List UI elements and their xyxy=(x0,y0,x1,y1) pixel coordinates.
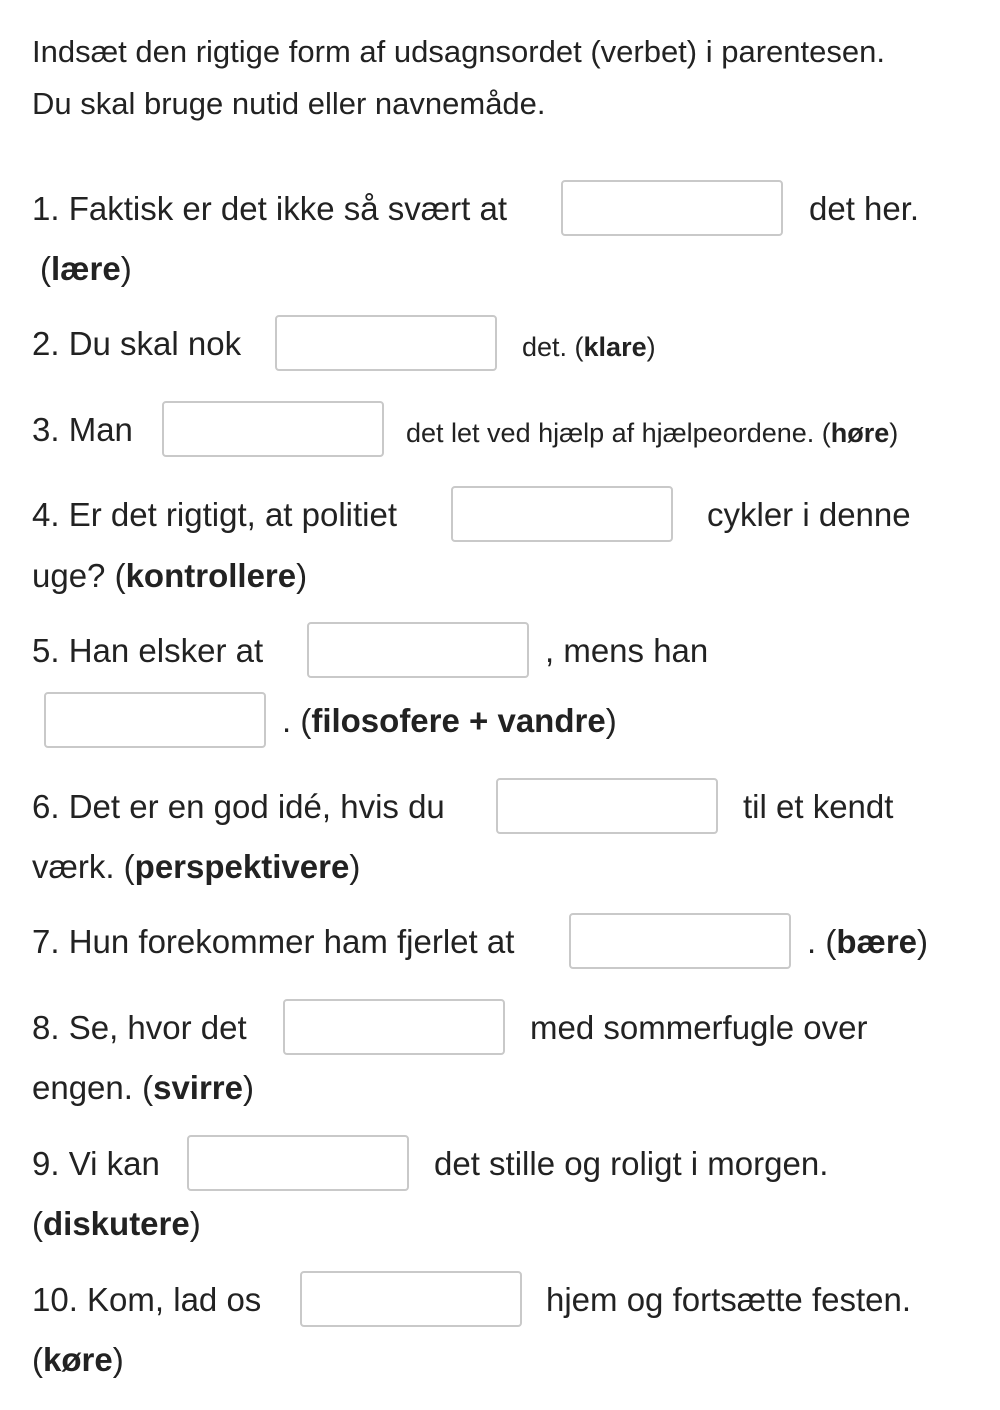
exercise-number: 6. xyxy=(32,788,60,825)
exercise-5-prompt xyxy=(32,631,263,671)
answer-input-1[interactable] xyxy=(561,180,783,236)
exercise-text-after: , mens han xyxy=(545,632,709,669)
exercise-7-prompt xyxy=(32,922,514,962)
exercise-text-before: Faktisk er det ikke så svært at xyxy=(68,190,508,227)
answer-input-4[interactable] xyxy=(451,486,673,542)
answer-input-8[interactable] xyxy=(283,999,505,1055)
exercise-number: 4. xyxy=(32,496,60,533)
exercise-number: 3. xyxy=(32,411,60,448)
exercise-text-after: med sommerfugle over xyxy=(530,1009,868,1046)
verb-hint: diskutere xyxy=(43,1205,190,1242)
exercise-text-before: Det er en god idé, hvis du xyxy=(68,788,445,825)
exercise-number: 7. xyxy=(32,923,60,960)
exercise-1-prompt xyxy=(32,189,507,229)
verb-hint: kontrollere xyxy=(125,557,297,594)
exercise-10-prompt xyxy=(32,1280,261,1320)
exercise-4-continuation: uge? (kontrollere) xyxy=(32,557,308,594)
exercise-7-hint: . (bære) xyxy=(807,923,929,960)
exercise-10-hint: (køre) xyxy=(32,1341,124,1378)
exercise-number: 2. xyxy=(32,325,60,362)
verb-hint: perspektivere xyxy=(134,848,350,885)
exercise-text-before: Vi kan xyxy=(68,1145,160,1182)
answer-input-5a[interactable] xyxy=(307,622,529,678)
verb-hint: køre xyxy=(43,1341,113,1378)
answer-input-3[interactable] xyxy=(162,401,384,457)
answer-input-6[interactable] xyxy=(496,778,718,834)
exercise-text-before: Hun forekommer ham fjerlet at xyxy=(68,923,515,960)
exercise-text-after: cykler i denne xyxy=(707,496,911,533)
answer-input-9[interactable] xyxy=(187,1135,409,1191)
answer-input-2[interactable] xyxy=(275,315,497,371)
answer-input-5b[interactable] xyxy=(44,692,266,748)
exercise-text-before: Han elsker at xyxy=(68,632,264,669)
exercise-6-prompt xyxy=(32,787,445,827)
exercise-text-after: det her. xyxy=(809,190,920,227)
exercise-text-before: Er det rigtigt, at politiet xyxy=(68,496,398,533)
exercise-2-after: det. (klare) xyxy=(522,332,656,362)
exercise-9-prompt xyxy=(32,1144,160,1184)
exercise-5-hint: . (filosofere + vandre) xyxy=(282,702,617,739)
exercise-8-prompt xyxy=(32,1008,247,1048)
verb-hint: lære xyxy=(51,250,121,287)
exercise-number: 9. xyxy=(32,1145,60,1182)
exercise-number: 5. xyxy=(32,632,60,669)
exercise-text-after: til et kendt xyxy=(743,788,894,825)
exercise-4-prompt xyxy=(32,495,397,535)
verb-hint: høre xyxy=(830,418,890,448)
exercise-text-before: Man xyxy=(68,411,133,448)
exercise-text-before: Kom, lad os xyxy=(87,1281,262,1318)
exercise-8-continuation: engen. (svirre) xyxy=(32,1069,255,1106)
verb-hint: klare xyxy=(583,332,647,362)
exercise-number: 1. xyxy=(32,190,60,227)
exercise-1-hint: (lære) xyxy=(40,250,132,287)
verb-hint: svirre xyxy=(153,1069,244,1106)
exercise-9-hint: (diskutere) xyxy=(32,1205,201,1242)
exercise-number: 8. xyxy=(32,1009,60,1046)
exercise-6-continuation: værk. (perspektivere) xyxy=(32,848,361,885)
exercise-text-after: det stille og roligt i morgen. xyxy=(434,1145,829,1182)
verb-hint: bære xyxy=(836,923,918,960)
answer-input-7[interactable] xyxy=(569,913,791,969)
instructions-text: Indsæt den rigtige form af udsagnsordet (verbet) i parentesen. Du skal bruge nutid eller navnemåde. xyxy=(32,34,885,121)
exercise-3-prompt xyxy=(32,410,133,450)
exercise-text-before: Se, hvor det xyxy=(68,1009,247,1046)
exercise-number: 10. xyxy=(32,1281,78,1318)
exercise-2-prompt xyxy=(32,324,241,364)
exercise-text-before: Du skal nok xyxy=(68,325,242,362)
answer-input-10[interactable] xyxy=(300,1271,522,1327)
exercise-3-after: det let ved hjælp af hjælpeordene. (høre) xyxy=(406,418,899,448)
exercise-text-after: hjem og fortsætte festen. xyxy=(546,1281,912,1318)
verb-hint: filosofere + vandre xyxy=(311,702,606,739)
